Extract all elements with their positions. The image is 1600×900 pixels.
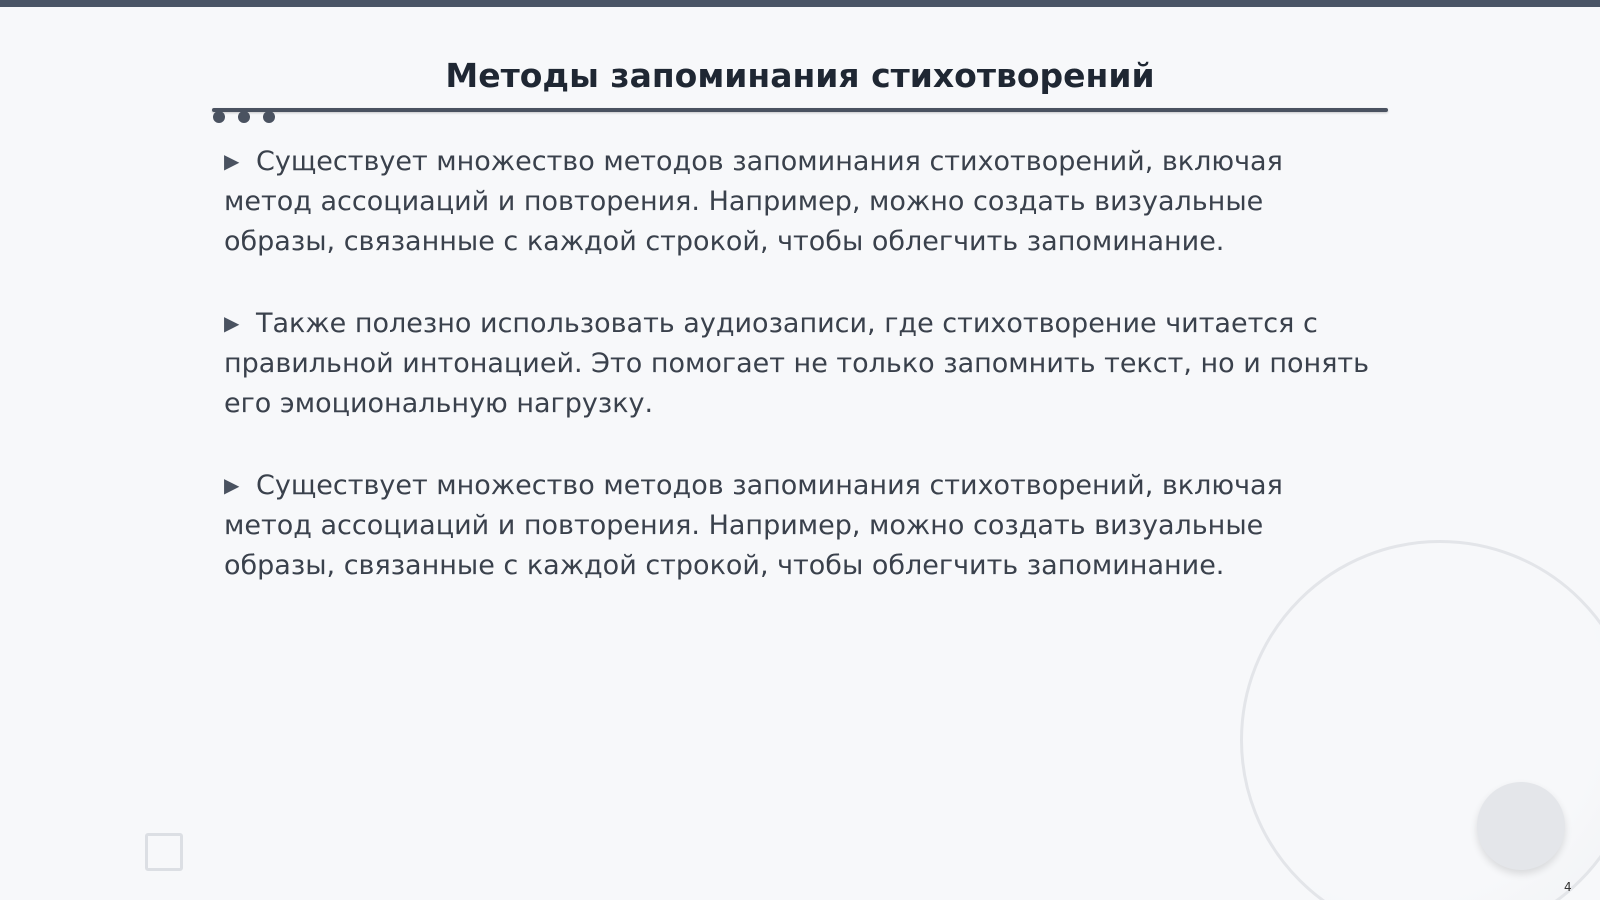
decorative-dot — [238, 111, 250, 123]
title-divider — [212, 108, 1388, 112]
bullet-text: Существует множество методов запоминания стихотворений, включая метод ассоциаций и повторения. Например, можно создать визуальные образы, связанные с каждой строкой, чтобы облегчить запоминание. — [224, 470, 1283, 581]
decorative-dot — [263, 111, 275, 123]
page-number: 4 — [1564, 880, 1572, 894]
top-accent-bar — [0, 0, 1600, 7]
bullet-arrow-icon: ▶ — [224, 473, 240, 497]
bullet-list — [224, 141, 1374, 627]
bullet-item — [224, 465, 1374, 586]
decorative-small-circle — [1477, 782, 1565, 870]
bullet-arrow-icon: ▶ — [224, 311, 240, 335]
bullet-item — [224, 141, 1374, 262]
bullet-arrow-icon: ▶ — [224, 149, 240, 173]
bullet-text: Также полезно использовать аудиозаписи, где стихотворение читается с правильной интонацией. Это помогает не только запомнить текст, но и понять его эмоциональную нагрузку. — [224, 308, 1370, 419]
slide-title: Методы запоминания стихотворений — [445, 56, 1155, 95]
decorative-dot — [213, 111, 225, 123]
bullet-text: Существует множество методов запоминания стихотворений, включая метод ассоциаций и повторения. Например, можно создать визуальные образы, связанные с каждой строкой, чтобы облегчить запоминание. — [224, 146, 1283, 257]
decorative-square — [145, 833, 183, 871]
bullet-item — [224, 303, 1374, 424]
